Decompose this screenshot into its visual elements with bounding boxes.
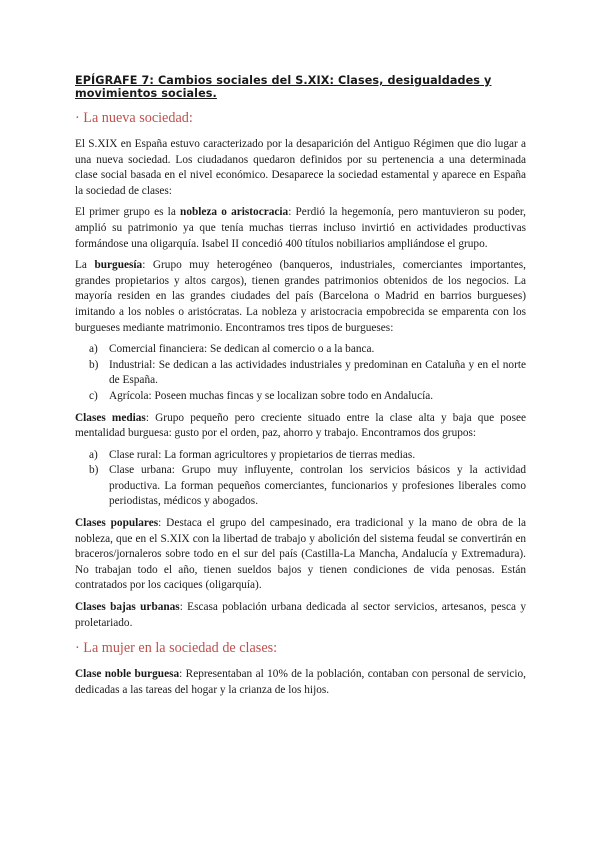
clases-populares-paragraph [75,516,526,594]
nobleza-paragraph [75,205,526,252]
section-heading-mujer: · La mujer en la sociedad de clases: [75,640,278,657]
clase-noble-term: Clase noble burguesa [75,668,180,681]
clases-medias-text: : Grupo pequeño pero creciente situado entre la clase alta y baja que posee mentalidad burguesa: gusto por el orden, paz, ahorro y trabajo. Encontramos dos grupos: [75,411,527,440]
list-marker: a) [89,343,98,356]
list-item-text: Comercial financiera: Se dedican al comercio o a la banca. [109,343,375,356]
clases-bajas-term: Clases bajas urbanas [75,601,180,614]
list-item [75,389,526,405]
intro-paragraph: El S.XIX en España estuvo caracterizado por la desaparición del Antiguo Régimen que dio lugar a una nueva sociedad. Los ciudadanos quedaron definidos por su pertenencia a una determinada clase social basada en el nivel económico. Desaparece la sociedad estamental y aparece en España la sociedad de clases: [75,138,526,197]
burguesia-text: : Grupo muy heterogéneo (banqueros, industriales, comerciantes importantes, grandes propietarios y altos cargos), tienen grandes patrimonios obtenidos de los negocios. La mayoría residen en las grandes ciudades del país (Barcelona o Madrid en barrios burgueses) imitando a los nobles o aristócratas. La nobleza y aristocracia empobrecida se emparenta con los burgueses mediante matrimonio. Encontramos tres tipos de burgueses: [75,259,526,334]
list-marker: b) [89,464,99,477]
document-page [75,74,526,704]
list-marker: b) [89,358,99,371]
clases-medias-term: Clases medias [75,411,146,424]
list-item [75,463,526,510]
list-item-text: Clase rural: La forman agricultores y propietarios de tierras medias. [109,448,416,461]
clases-populares-term: Clases populares [75,517,159,530]
burguesia-paragraph [75,258,526,336]
clase-noble-text: : Representaban al 10% de la población, contaban con personal de servicio, dedicadas a las tareas del hogar y la crianza de los hijos. [75,668,526,696]
clases-bajas-paragraph [75,600,526,631]
list-item [75,358,526,389]
clases-medias-list [75,448,526,510]
list-item [75,448,526,464]
clases-populares-text: : Destaca el grupo del campesinado, era tradicional y la mano de obra de la nobleza, que en el S.XIX con la libertad de trabajo y abolición del sistema feudal se convertirán en braceros/jornaleros sobre todo en el sur del país (Castilla-La Mancha, Andalucía y Extremadura). No trabajan todo el año, tienen sueldos bajos y tienen condiciones de vida penosas. Están contratados por los caciques (oligarquía). [75,517,526,592]
nobleza-pre: El primer grupo es la [75,206,181,219]
list-item [75,342,526,358]
clases-medias-paragraph [75,411,526,442]
burguesia-pre: La [75,259,95,272]
list-marker: a) [89,448,98,461]
clase-noble-paragraph [75,667,526,698]
burguesia-list [75,342,526,404]
page-title: EPÍGRAFE 7: Cambios sociales del S.XIX: Clases, desigualdades y movimientos sociales. [75,74,492,100]
list-item-text: Clase urbana: Grupo muy influyente, controlan los servicios básicos y la actividad productiva. La forman pequeños comerciantes, funcionarios y profesiones liberales como periodistas, médicos y abogados. [109,464,526,508]
nobleza-text: : Perdió la hegemonía, pero mantuvieron su poder, amplió su patrimonio ya que tenía muchas tierras incluso invirtió en actividades productivas formándose una oligarquía. Isabel II concedió 400 títulos nobiliarios ampliándose el grupo. [75,206,526,250]
list-item-text: Industrial: Se dedican a las actividades industriales y predominan en Cataluña y en el norte de España. [109,358,526,387]
section-heading-nueva-sociedad: · La nueva sociedad: [75,110,193,126]
nobleza-term: nobleza o aristocracia [180,206,289,219]
list-marker: c) [89,389,98,402]
clases-bajas-text: : Escasa población urbana dedicada al sector servicios, artesanos, pesca y proletariado. [75,601,526,629]
burguesia-term: burguesía [94,259,143,272]
list-item-text: Agrícola: Poseen muchas fincas y se localizan sobre todo en Andalucía. [109,389,434,402]
